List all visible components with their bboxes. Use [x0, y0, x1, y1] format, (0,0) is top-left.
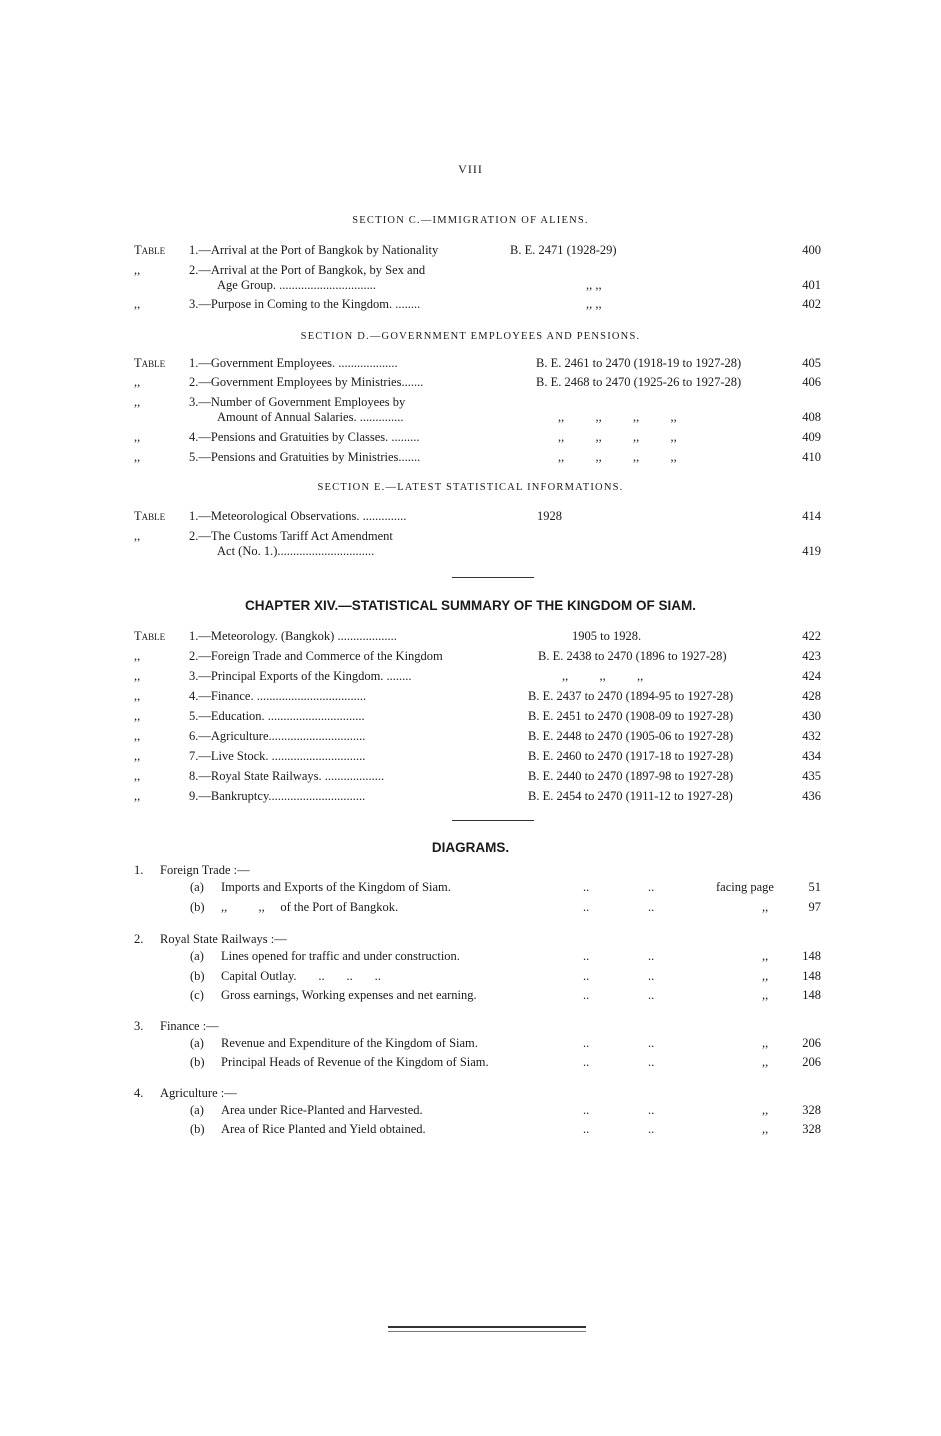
row-title: 1.—Arrival at the Port of Bangkok by Nationality [189, 243, 439, 257]
toc-row [0, 354, 941, 372]
toc-row [0, 241, 941, 259]
row-title: 6.—Agriculture............................... [189, 729, 366, 743]
row-title: 4.—Pensions and Gratuities by Classes. ......... [189, 430, 420, 444]
leader-dots: .. [648, 900, 655, 914]
row-page: 410 [802, 450, 821, 464]
row-title: Amount of Annual Salaries. .............. [217, 410, 404, 424]
row-title: 5.—Education. ............................... [189, 709, 365, 723]
row-label: ,, [134, 709, 141, 723]
item-text: Imports and Exports of the Kingdom of Siam. [221, 880, 451, 894]
item-page: 148 [802, 988, 821, 1002]
toc-row [0, 747, 941, 765]
row-title: 2.—Foreign Trade and Commerce of the Kingdom [189, 649, 443, 663]
item-letter: (a) [190, 949, 204, 963]
row-period: ,, ,, ,, [562, 669, 644, 683]
row-label: ,, [134, 689, 141, 703]
row-label: ,, [134, 529, 141, 543]
item-text: Capital Outlay. .. .. .. [221, 969, 381, 983]
row-period: B. E. 2461 to 2470 (1918-19 to 1927-28) [536, 356, 742, 370]
section-divider [452, 577, 534, 578]
item-page: 148 [802, 969, 821, 983]
facing-page-label: facing page [716, 880, 774, 894]
row-period: ,, ,, [586, 278, 602, 292]
row-page: 414 [802, 509, 821, 523]
row-title: 3.—Principal Exports of the Kingdom. ........ [189, 669, 412, 683]
toc-row [0, 767, 941, 785]
row-label: ,, [134, 263, 141, 277]
row-period: B. E. 2448 to 2470 (1905-06 to 1927-28) [528, 729, 734, 743]
diagram-item [0, 1053, 941, 1071]
row-period: 1928 [537, 509, 562, 523]
group-number: 2. [134, 932, 144, 946]
row-page: 430 [802, 709, 821, 723]
item-letter: (b) [190, 969, 205, 983]
row-title: 2.—The Customs Tariff Act Amendment [189, 529, 393, 543]
toc-row [0, 627, 941, 645]
leader-dots: .. [583, 1122, 590, 1136]
diagram-item [0, 986, 941, 1004]
facing-page-label: ,, [762, 900, 769, 914]
row-page: 402 [802, 297, 821, 311]
row-period: 1905 to 1928. [572, 629, 642, 643]
leader-dots: .. [648, 1055, 655, 1069]
page-number: VIII [458, 162, 483, 176]
row-title: 1.—Government Employees. ................... [189, 356, 398, 370]
row-title: 9.—Bankruptcy............................... [189, 789, 366, 803]
toc-row [0, 707, 941, 725]
row-page: 401 [802, 278, 821, 292]
row-label: ,, [134, 297, 141, 311]
facing-page-label: ,, [762, 1122, 769, 1136]
diagram-group-title [0, 930, 941, 948]
group-number: 3. [134, 1019, 144, 1033]
row-period: B. E. 2437 to 2470 (1894-95 to 1927-28) [528, 689, 734, 703]
section-d-heading: SECTION D.—GOVERNMENT EMPLOYEES AND PENSIONS. [300, 331, 641, 342]
toc-row [0, 276, 941, 294]
diagrams-heading: DIAGRAMS. [431, 840, 510, 855]
row-title: 7.—Live Stock. .............................. [189, 749, 366, 763]
row-page: 400 [802, 243, 821, 257]
facing-page-label: ,, [762, 1036, 769, 1050]
facing-page-label: ,, [762, 988, 769, 1002]
group-title: Foreign Trade :— [160, 863, 250, 877]
row-page: 422 [802, 629, 821, 643]
row-label: Table [134, 509, 166, 523]
row-label: ,, [134, 789, 141, 803]
row-period: ,, ,, ,, ,, [558, 430, 677, 444]
row-label: ,, [134, 649, 141, 663]
item-letter: (c) [190, 988, 204, 1002]
row-period: B. E. 2440 to 2470 (1897-98 to 1927-28) [528, 769, 734, 783]
row-page: 434 [802, 749, 821, 763]
item-letter: (a) [190, 880, 204, 894]
row-page: 405 [802, 356, 821, 370]
leader-dots: .. [583, 1036, 590, 1050]
row-label: ,, [134, 450, 141, 464]
row-title: 8.—Royal State Railways. ................... [189, 769, 385, 783]
closing-rule [388, 1326, 586, 1328]
diagram-item [0, 967, 941, 985]
leader-dots: .. [583, 1103, 590, 1117]
toc-row [0, 507, 941, 525]
toc-row [0, 787, 941, 805]
item-letter: (a) [190, 1036, 204, 1050]
item-page: 51 [808, 880, 821, 894]
diagram-group-title [0, 1017, 941, 1035]
row-period: B. E. 2451 to 2470 (1908-09 to 1927-28) [528, 709, 734, 723]
chapter-xiv-heading: CHAPTER XIV.—STATISTICAL SUMMARY OF THE KINGDOM OF SIAM. [244, 598, 697, 613]
row-title: 2.—Arrival at the Port of Bangkok, by Sex and [189, 263, 426, 277]
diagram-group-title [0, 1084, 941, 1102]
row-label: ,, [134, 395, 141, 409]
group-number: 4. [134, 1086, 144, 1100]
toc-row [0, 408, 941, 426]
group-number: 1. [134, 863, 144, 877]
diagram-item [0, 947, 941, 965]
leader-dots: .. [648, 1122, 655, 1136]
group-title: Finance :— [160, 1019, 219, 1033]
leader-dots: .. [648, 969, 655, 983]
diagram-item [0, 878, 941, 896]
item-text: Revenue and Expenditure of the Kingdom of Siam. [221, 1036, 478, 1050]
row-title: 4.—Finance. ................................... [189, 689, 367, 703]
row-period: B. E. 2471 (1928-29) [510, 243, 617, 257]
row-label: ,, [134, 669, 141, 683]
row-title: 2.—Government Employees by Ministries....... [189, 375, 424, 389]
leader-dots: .. [648, 1036, 655, 1050]
row-period: B. E. 2454 to 2470 (1911-12 to 1927-28) [528, 789, 733, 803]
row-label: ,, [134, 749, 141, 763]
toc-row [0, 667, 941, 685]
toc-row [0, 727, 941, 745]
diagram-item [0, 1034, 941, 1052]
closing-rule-thin [388, 1331, 586, 1332]
row-page: 428 [802, 689, 821, 703]
row-title: 1.—Meteorological Observations. .............. [189, 509, 407, 523]
facing-page-label: ,, [762, 1103, 769, 1117]
row-page: 406 [802, 375, 821, 389]
row-label: ,, [134, 729, 141, 743]
diagram-group-title [0, 861, 941, 879]
leader-dots: .. [648, 949, 655, 963]
leader-dots: .. [648, 1103, 655, 1117]
item-letter: (b) [190, 900, 205, 914]
row-title: 3.—Number of Government Employees by [189, 395, 406, 409]
row-period: B. E. 2438 to 2470 (1896 to 1927-28) [538, 649, 727, 663]
item-page: 328 [802, 1122, 821, 1136]
item-letter: (b) [190, 1122, 205, 1136]
leader-dots: .. [583, 900, 590, 914]
leader-dots: .. [583, 988, 590, 1002]
leader-dots: .. [583, 1055, 590, 1069]
row-page: 409 [802, 430, 821, 444]
row-page: 419 [802, 544, 821, 558]
item-text: Gross earnings, Working expenses and net earning. [221, 988, 477, 1002]
row-label: ,, [134, 769, 141, 783]
leader-dots: .. [648, 880, 655, 894]
item-letter: (a) [190, 1103, 204, 1117]
diagram-item [0, 1120, 941, 1138]
row-page: 424 [802, 669, 821, 683]
section-e-heading: SECTION E.—LATEST STATISTICAL INFORMATIONS. [317, 482, 624, 493]
item-text: Area under Rice-Planted and Harvested. [221, 1103, 423, 1117]
item-text: ,, ,, of the Port of Bangkok. [221, 900, 399, 914]
row-period: ,, ,, ,, ,, [558, 450, 677, 464]
item-text: Principal Heads of Revenue of the Kingdom of Siam. [221, 1055, 489, 1069]
row-title: 3.—Purpose in Coming to the Kingdom. ........ [189, 297, 421, 311]
row-page: 436 [802, 789, 821, 803]
section-c-heading: SECTION C.—IMMIGRATION OF ALIENS. [352, 215, 589, 226]
facing-page-label: ,, [762, 969, 769, 983]
row-label: Table [134, 629, 166, 643]
item-page: 97 [808, 900, 821, 914]
row-label: Table [134, 243, 166, 257]
row-period: B. E. 2468 to 2470 (1925-26 to 1927-28) [536, 375, 742, 389]
item-page: 328 [802, 1103, 821, 1117]
row-period: ,, ,, ,, ,, [558, 410, 677, 424]
row-title: 1.—Meteorology. (Bangkok) ................... [189, 629, 397, 643]
row-label: ,, [134, 430, 141, 444]
facing-page-label: ,, [762, 949, 769, 963]
item-page: 206 [802, 1036, 821, 1050]
leader-dots: .. [583, 969, 590, 983]
leader-dots: .. [583, 949, 590, 963]
leader-dots: .. [648, 988, 655, 1002]
leader-dots: .. [583, 880, 590, 894]
toc-row [0, 647, 941, 665]
item-letter: (b) [190, 1055, 205, 1069]
row-title: Act (No. 1.)............................... [217, 544, 375, 558]
row-page: 432 [802, 729, 821, 743]
diagram-item [0, 1101, 941, 1119]
group-title: Royal State Railways :— [160, 932, 287, 946]
section-divider [452, 820, 534, 821]
row-label: ,, [134, 375, 141, 389]
row-title: 5.—Pensions and Gratuities by Ministries....... [189, 450, 421, 464]
facing-page-label: ,, [762, 1055, 769, 1069]
item-text: Lines opened for traffic and under construction. [221, 949, 460, 963]
toc-row [0, 373, 941, 391]
row-page: 435 [802, 769, 821, 783]
row-title: Age Group. ............................... [217, 278, 377, 292]
item-page: 148 [802, 949, 821, 963]
toc-row [0, 448, 941, 466]
toc-row [0, 687, 941, 705]
diagram-item [0, 898, 941, 916]
toc-row [0, 428, 941, 446]
row-label: Table [134, 356, 166, 370]
row-page: 423 [802, 649, 821, 663]
toc-row [0, 295, 941, 313]
row-page: 408 [802, 410, 821, 424]
row-period: ,, ,, [586, 297, 602, 311]
item-text: Area of Rice Planted and Yield obtained. [221, 1122, 426, 1136]
toc-row [0, 542, 941, 560]
group-title: Agriculture :— [160, 1086, 237, 1100]
row-period: B. E. 2460 to 2470 (1917-18 to 1927-28) [528, 749, 734, 763]
item-page: 206 [802, 1055, 821, 1069]
